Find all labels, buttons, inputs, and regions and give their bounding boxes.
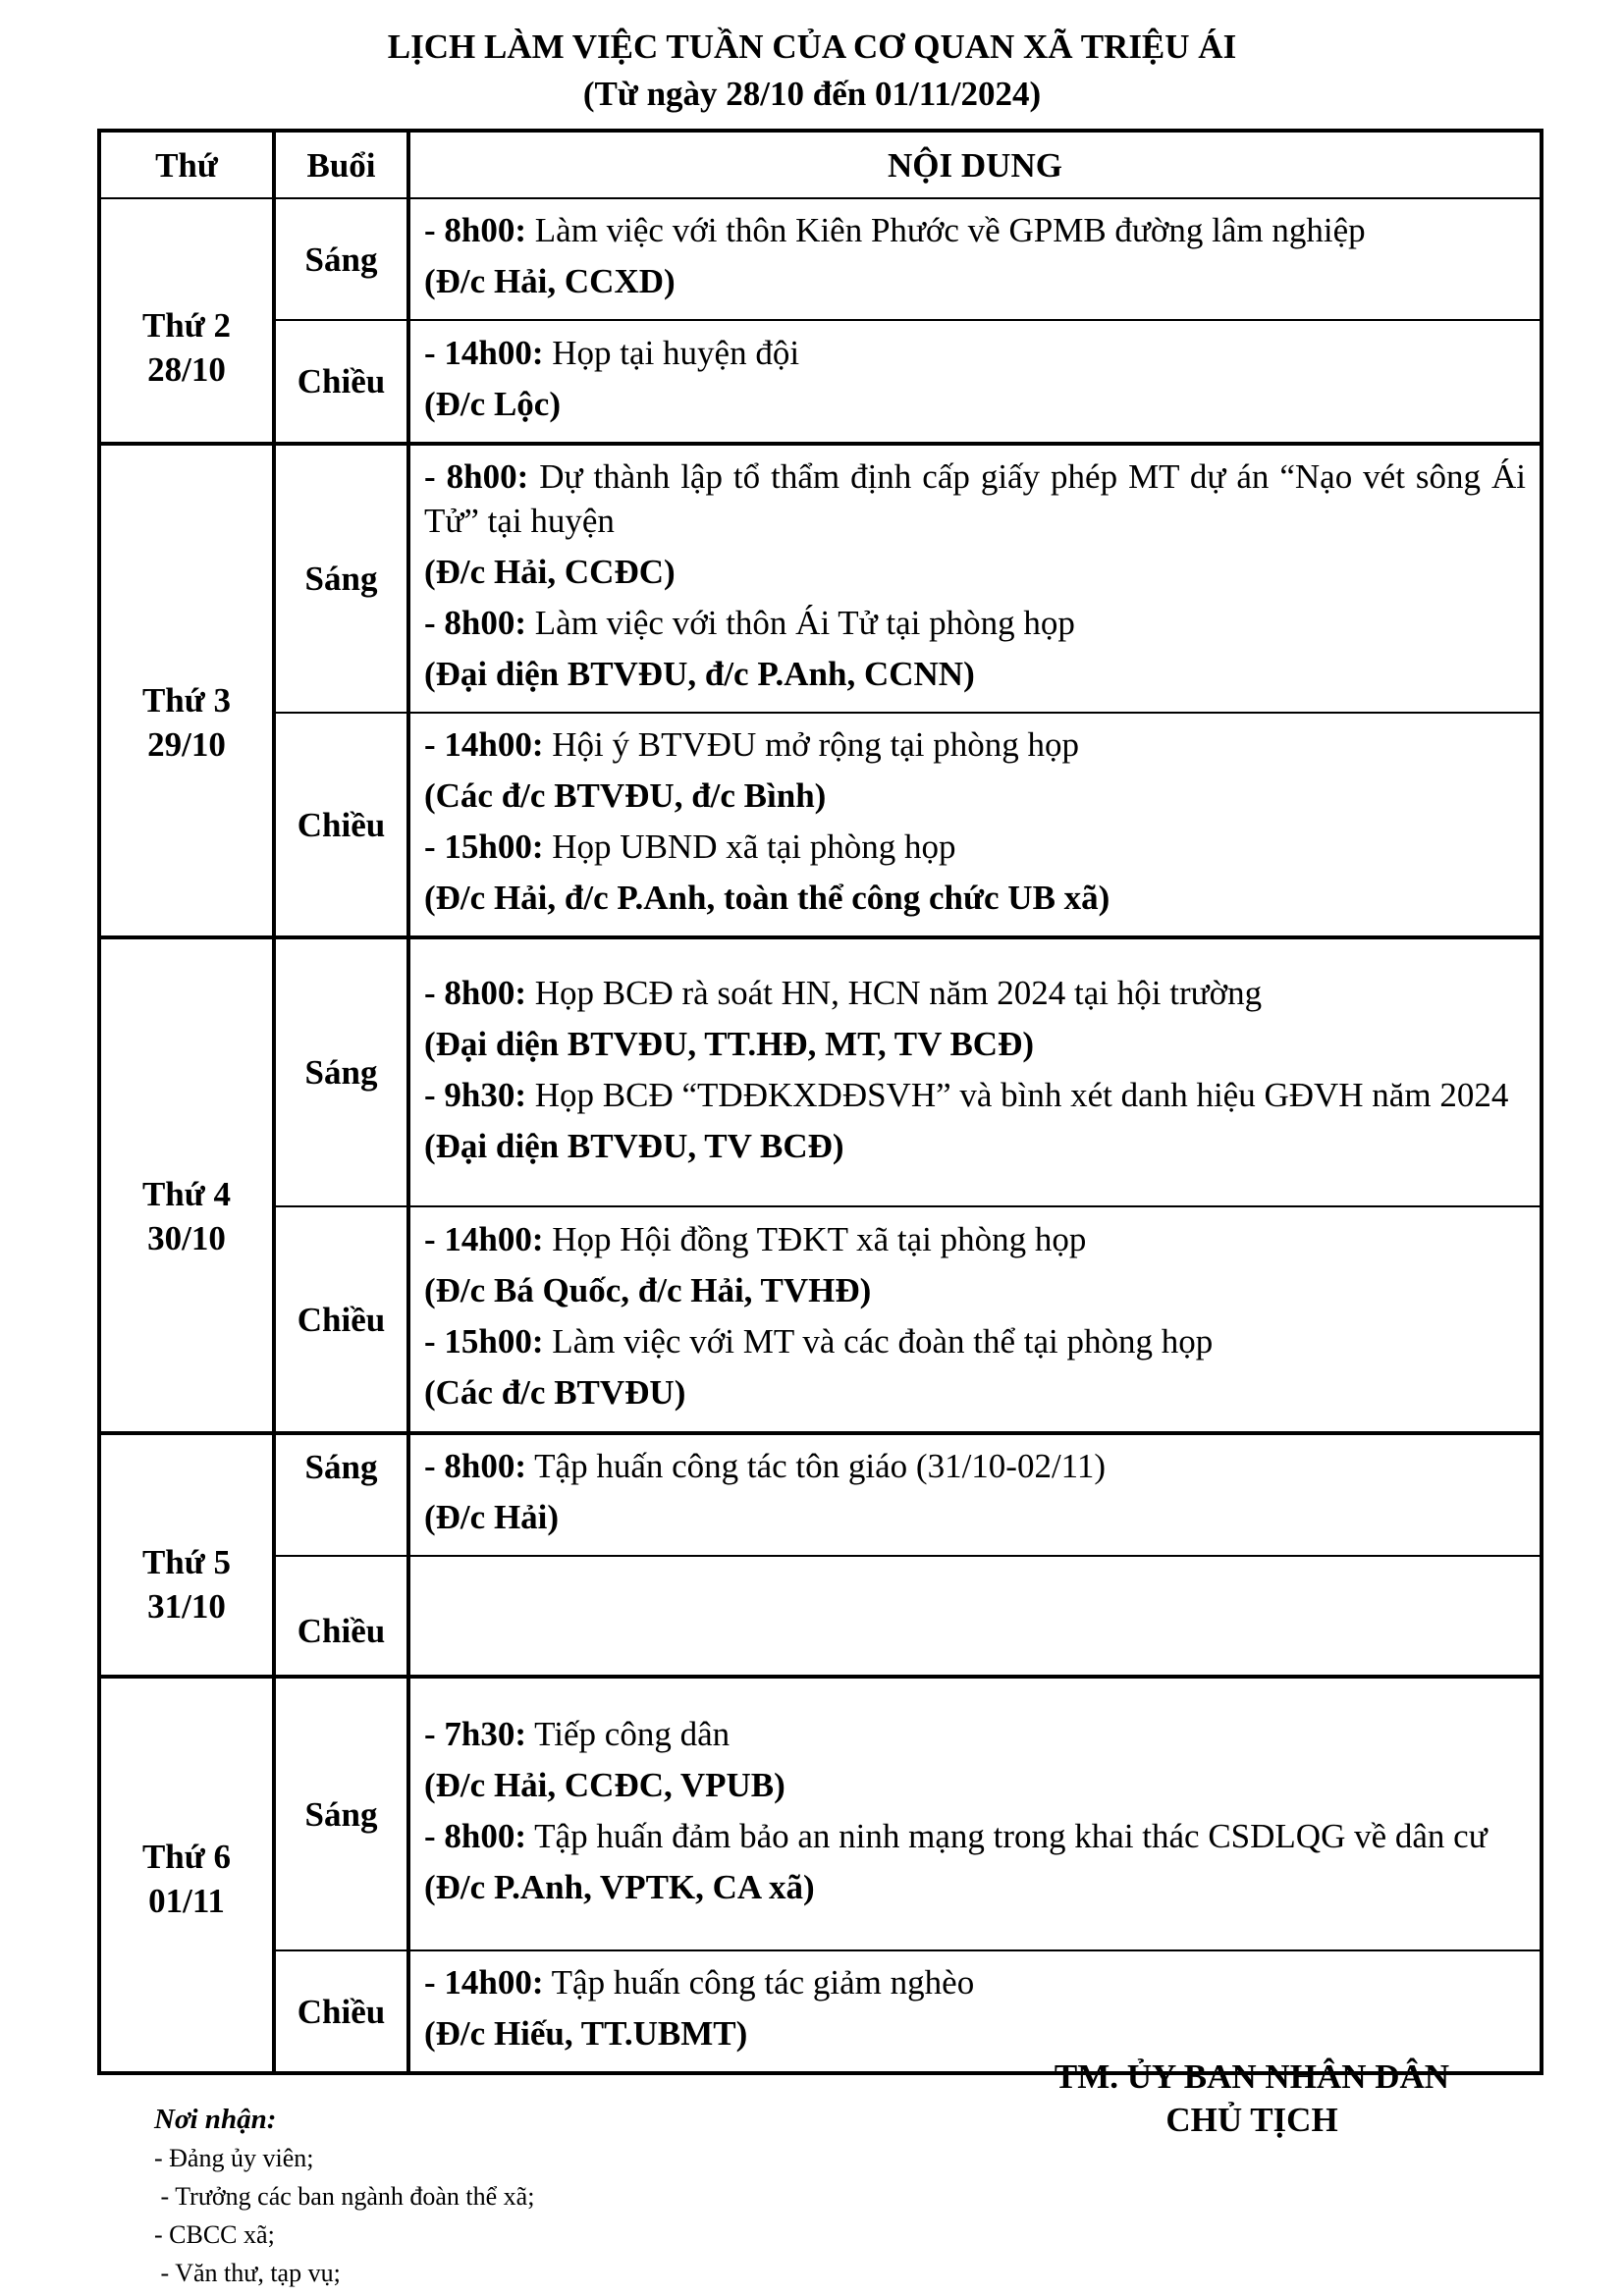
content-cell: - 14h00: Tập huấn công tác giảm nghèo (Đ/c Hiếu, TT.UBMT) bbox=[408, 1950, 1542, 2073]
table-row bbox=[99, 937, 1542, 1206]
recipient-item: - Văn thư, tạp vụ; bbox=[154, 2259, 341, 2287]
signature-block bbox=[1031, 2056, 1473, 2142]
session-label: Chiều bbox=[274, 1950, 408, 2073]
header-content: NỘI DUNG bbox=[408, 131, 1542, 198]
table-row bbox=[99, 713, 1542, 937]
content-cell: - 8h00: Làm việc với thôn Kiên Phước về GPMB đường lâm nghiệp (Đ/c Hải, CCXD) bbox=[408, 198, 1542, 320]
content-cell: - 8h00: Dự thành lập tổ thẩm định cấp giấy phép MT dự án “Nạo vét sông Ái Tử” tại huyện (Đ/c Hải, CCĐC) - 8h00: Làm việc với thôn Ái Tử tại phòng họp (Đại diện BTVĐU, đ/c P.Anh, CCNN) bbox=[408, 444, 1542, 713]
content-cell: - 14h00: Họp Hội đồng TĐKT xã tại phòng họp (Đ/c Bá Quốc, đ/c Hải, TVHĐ) - 15h00: Làm việc với MT và các đoàn thể tại phòng họp (Các đ/c BTVĐU) bbox=[408, 1206, 1542, 1433]
content-cell: - 7h30: Tiếp công dân (Đ/c Hải, CCĐC, VPUB) - 8h00: Tập huấn đảm bảo an ninh mạng trong khai thác CSDLQG về dân cư (Đ/c P.Anh, VPTK, CA xã) bbox=[408, 1677, 1542, 1950]
recipient-item: - Trưởng các ban ngành đoàn thể xã; bbox=[154, 2182, 535, 2211]
day-cell: Thứ 5 31/10 bbox=[99, 1433, 274, 1677]
content-cell-empty bbox=[408, 1556, 1542, 1677]
content-cell: - 14h00: Họp tại huyện đội (Đ/c Lộc) bbox=[408, 320, 1542, 444]
session-label: Chiều bbox=[274, 320, 408, 444]
session-label: Chiều bbox=[274, 1556, 408, 1677]
session-label: Sáng bbox=[274, 198, 408, 320]
content-cell: - 14h00: Hội ý BTVĐU mở rộng tại phòng họp (Các đ/c BTVĐU, đ/c Bình) - 15h00: Họp UBND xã tại phòng họp (Đ/c Hải, đ/c P.Anh, toàn thể công chức UB xã) bbox=[408, 713, 1542, 937]
signature-line-1: TM. ỦY BAN NHÂN DÂN bbox=[1054, 2057, 1450, 2096]
signature-line-2: CHỦ TỊCH bbox=[1165, 2101, 1338, 2139]
table-row bbox=[99, 1433, 1542, 1556]
table-row bbox=[99, 444, 1542, 713]
page-title: LỊCH LÀM VIỆC TUẦN CỦA CƠ QUAN XÃ TRIỆU ÁI bbox=[387, 27, 1237, 66]
session-label: Chiều bbox=[274, 1206, 408, 1433]
content-cell: - 8h00: Họp BCĐ rà soát HN, HCN năm 2024 tại hội trường (Đại diện BTVĐU, TT.HĐ, MT, TV BCĐ) - 9h30: Họp BCĐ “TDĐKXDĐSVH” và bình xét danh hiệu GĐVH năm 2024 (Đại diện BTVĐU, TV BCĐ) bbox=[408, 937, 1542, 1206]
page-subtitle: (Từ ngày 28/10 đến 01/11/2024) bbox=[582, 75, 1042, 113]
recipients-block bbox=[154, 2101, 534, 2292]
session-label: Chiều bbox=[274, 713, 408, 937]
header-session: Buổi bbox=[274, 131, 408, 198]
day-cell: Thứ 4 30/10 bbox=[99, 937, 274, 1433]
table-header-row bbox=[99, 131, 1542, 198]
table-row bbox=[99, 1556, 1542, 1677]
table-row bbox=[99, 320, 1542, 444]
session-label: Sáng bbox=[274, 937, 408, 1206]
header-day: Thứ bbox=[99, 131, 274, 198]
recipient-item: - Đảng ủy viên; bbox=[154, 2144, 314, 2172]
table-row bbox=[99, 1206, 1542, 1433]
session-label: Sáng bbox=[274, 1433, 408, 1556]
session-label: Sáng bbox=[274, 444, 408, 713]
day-cell: Thứ 3 29/10 bbox=[99, 444, 274, 937]
schedule-table bbox=[97, 129, 1543, 2075]
content-cell: - 8h00: Tập huấn công tác tôn giáo (31/10-02/11) (Đ/c Hải) bbox=[408, 1433, 1542, 1556]
session-label: Sáng bbox=[274, 1677, 408, 1950]
recipient-item: - CBCC xã; bbox=[154, 2220, 275, 2249]
day-cell: Thứ 2 28/10 bbox=[99, 198, 274, 444]
table-row bbox=[99, 198, 1542, 320]
recipients-heading: Nơi nhận: bbox=[154, 2104, 277, 2135]
table-row bbox=[99, 1677, 1542, 1950]
day-cell: Thứ 6 01/11 bbox=[99, 1677, 274, 2073]
